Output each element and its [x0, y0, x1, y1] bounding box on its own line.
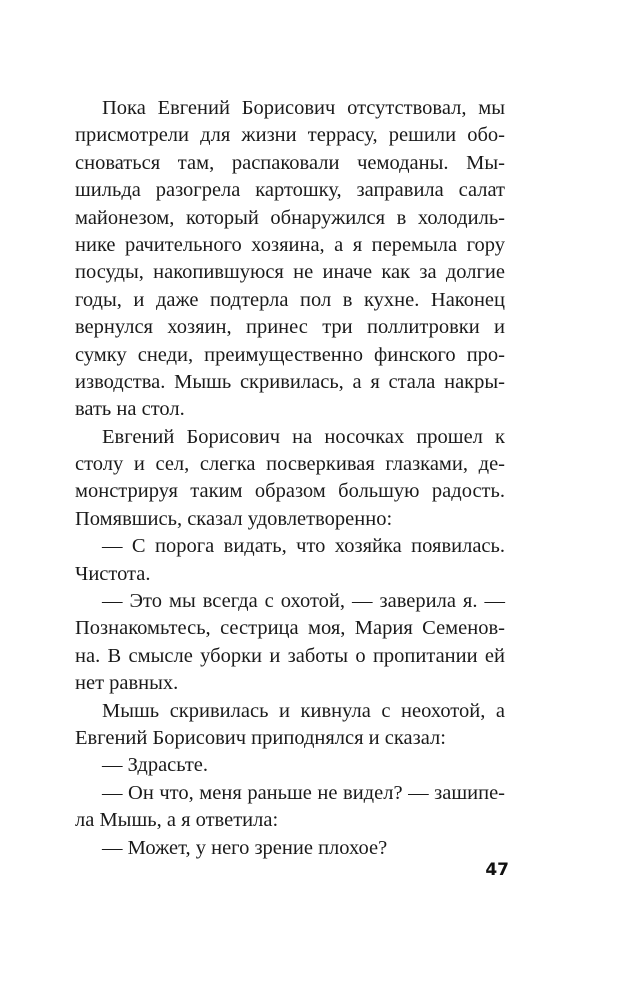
text-line: Познакомьтесь, сестрица моя, Мария Семенов- — [75, 617, 505, 640]
text-line: — С порога видать, что хозяйка появилась. — [102, 535, 505, 558]
text-line: сумку снеди, преимущественно финского про- — [75, 343, 505, 366]
text-line: нике рачительного хозяина, а я перемыла гору — [75, 233, 505, 256]
text-line: годы, и даже подтерла пол в кухне. Наконец — [75, 288, 505, 311]
text-line: Мышь скривилась и кивнула с неохотой, а — [102, 699, 505, 722]
text-line: майонезом, который обнаружился в холодиль- — [75, 206, 505, 229]
text-line: — Он что, меня раньше не видел? — зашипе- — [102, 781, 505, 804]
page-number: 47 — [485, 860, 509, 880]
text-line: вернулся хозяин, принес три поллитровки и — [75, 316, 505, 339]
text-line: столу и сел, слегка посверкивая глазками, де- — [75, 453, 505, 476]
text-line: — Это мы всегда с охотой, — заверила я. — — [102, 590, 505, 613]
text-line: посуды, накопившуюся не иначе как за долгие — [75, 261, 505, 284]
text-line: нет равных. — [75, 672, 179, 695]
text-line: присмотрели для жизни террасу, решили обо- — [75, 124, 505, 147]
text-line: вать на стол. — [75, 398, 185, 421]
text-line: — Может, у него зрение плохое? — [102, 836, 388, 859]
text-line: Чистота. — [75, 562, 151, 585]
text-line: монстрируя таким образом большую радость. — [75, 480, 505, 503]
text-line: — Здрасьте. — [102, 754, 209, 777]
text-line: ла Мышь, а я ответила: — [75, 809, 279, 832]
text-line: шильда разогрела картошку, заправила салат — [75, 179, 505, 202]
text-line: сноваться там, распаковали чемоданы. Мы- — [75, 151, 505, 174]
text-line: Евгений Борисович приподнялся и сказал: — [75, 726, 446, 749]
text-line: на. В смысле уборки и заботы о пропитании ей — [75, 644, 505, 667]
text-line: изводства. Мышь скривилась, а я стала накры- — [75, 370, 505, 393]
text-line: Евгений Борисович на носочках прошел к — [102, 425, 505, 448]
text-line: Помявшись, сказал удовлетворенно: — [75, 507, 393, 530]
text-line: Пока Евгений Борисович отсутствовал, мы — [102, 97, 505, 119]
body-text — [75, 95, 505, 862]
